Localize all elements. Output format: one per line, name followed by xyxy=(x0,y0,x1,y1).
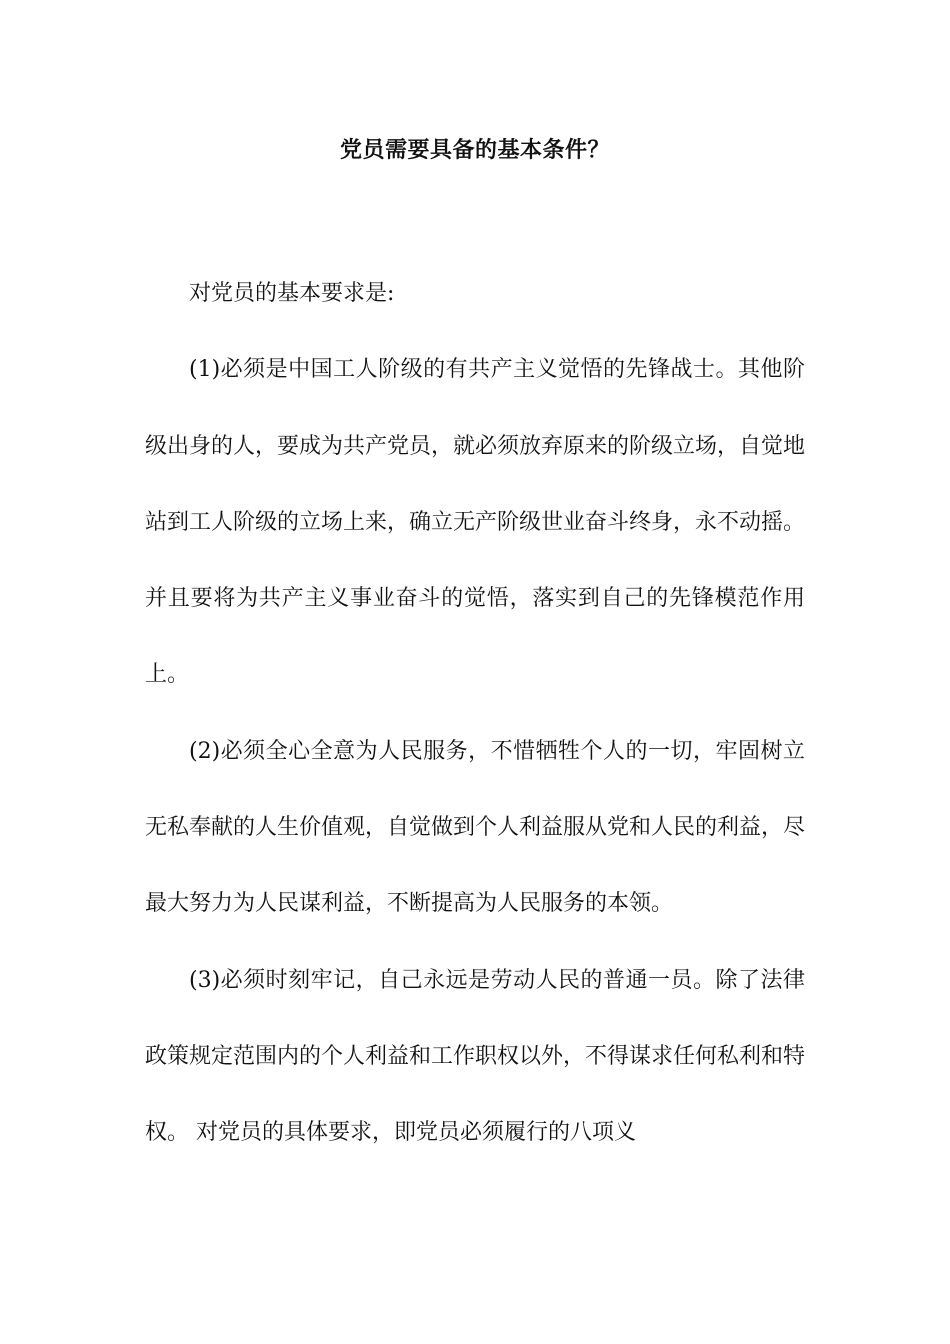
document-body xyxy=(145,256,805,1172)
paragraph-requirement-3: (3)必须时刻牢记，自己永远是劳动人民的普通一员。除了法律政策规定范围内的个人利益和工作职权以外，不得谋求任何私利和特权。 对党员的具体要求，即党员必须履行的八项义 xyxy=(145,967,806,1146)
document-title: 党员需要具备的基本条件？ xyxy=(339,137,610,163)
paragraph-requirement-2: (2)必须全心全意为人民服务，不惜牺牲个人的一切，牢固树立无私奉献的人生价值观，自觉做到个人利益服从党和人民的利益，尽最大努力为人民谋利益，不断提高为人民服务的本领。 xyxy=(145,738,806,917)
paragraph-requirement-1: (1)必须是中国工人阶级的有共产主义觉悟的先锋战士。其他阶级出身的人，要成为共产党员，就必须放弃原来的阶级立场，自觉地站到工人阶级的立场上来，确立无产阶级世业奋斗终身，永不动摇。并且要将为共产主义事业奋斗的觉悟，落实到自己的先锋模范作用上。 xyxy=(145,357,806,688)
paragraph-intro: 对党员的基本要求是: xyxy=(189,281,395,306)
